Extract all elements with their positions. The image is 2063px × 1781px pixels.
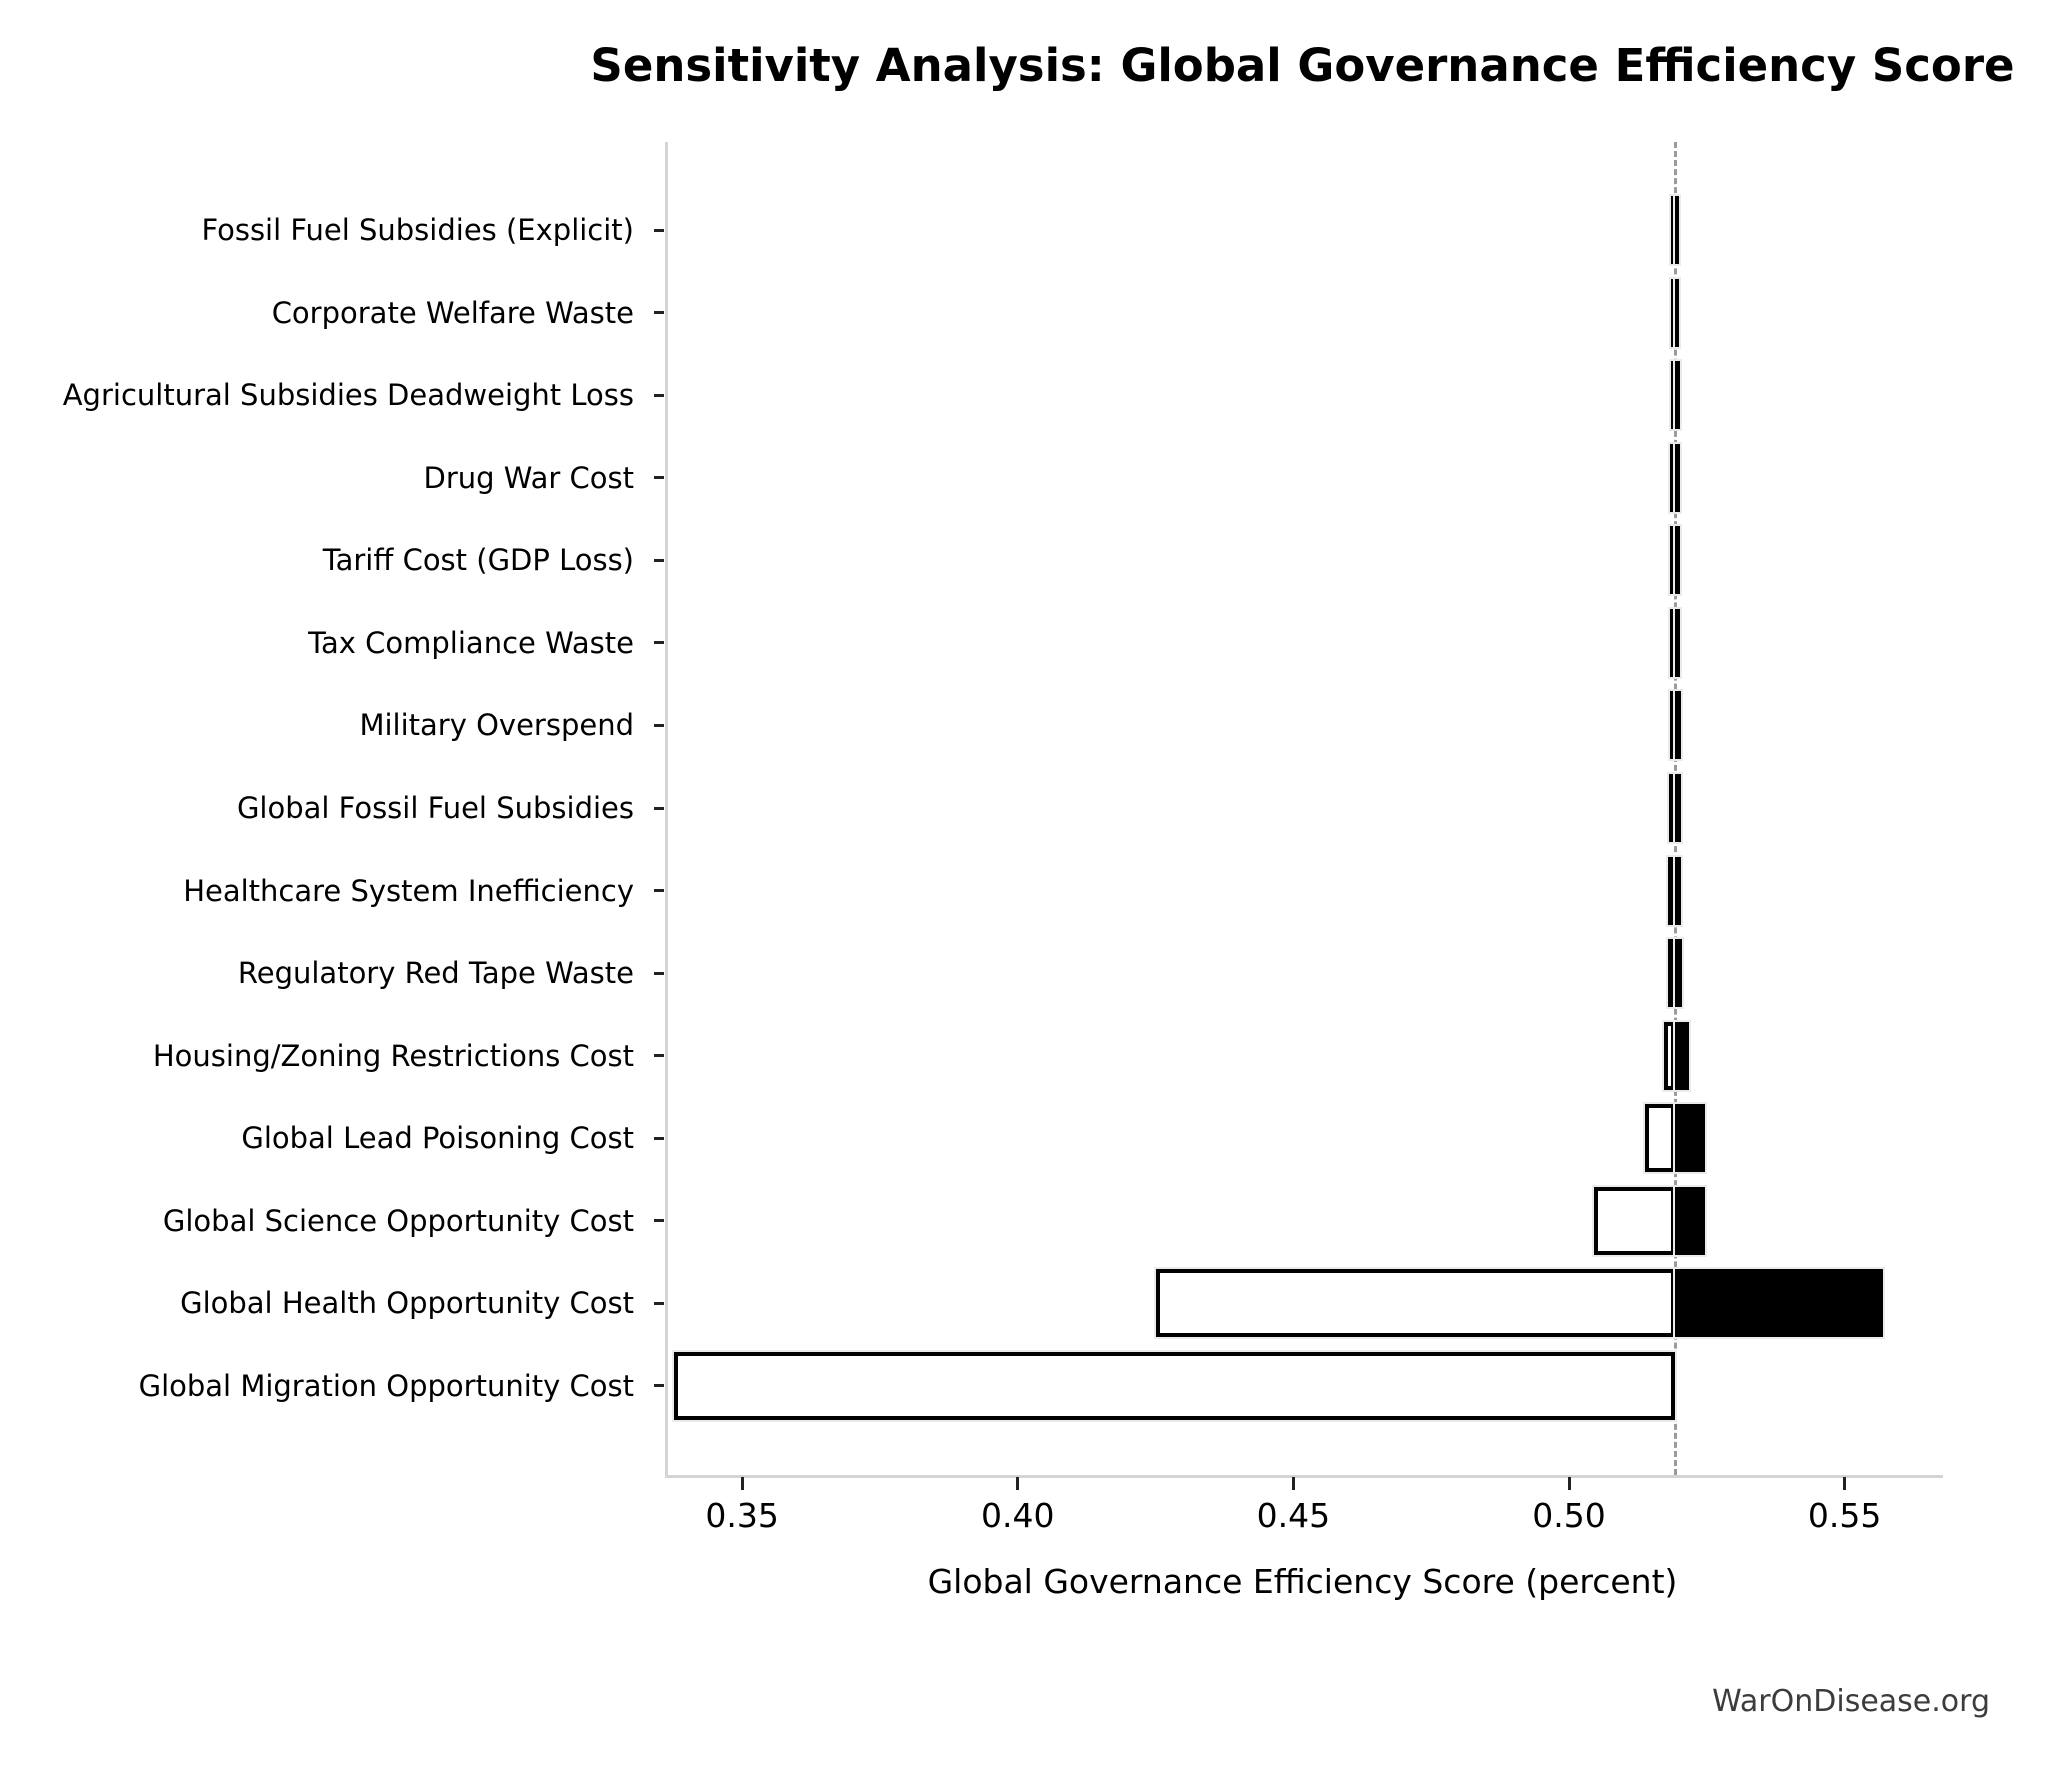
x-tick-label: 0.55	[1807, 1496, 1882, 1535]
y-tick	[654, 476, 664, 479]
high-bar	[1675, 1187, 1705, 1255]
high-bar	[1675, 1022, 1689, 1090]
low-bar	[1664, 1022, 1675, 1090]
high-bar	[1675, 857, 1681, 925]
chart-title: Sensitivity Analysis: Global Governance Efficiency Score	[590, 39, 2015, 92]
category-label: Healthcare System Inefficiency	[183, 873, 634, 908]
category-label: Drug War Cost	[423, 460, 634, 495]
x-axis-title: Global Governance Efficiency Score (percent)	[927, 1562, 1678, 1601]
y-tick	[654, 229, 664, 232]
high-bar	[1675, 691, 1681, 759]
category-label: Global Health Opportunity Cost	[180, 1286, 634, 1321]
category-label: Regulatory Red Tape Waste	[237, 956, 634, 991]
x-tick	[1292, 1477, 1295, 1490]
low-bar	[1645, 1104, 1675, 1172]
category-label: Global Lead Poisoning Cost	[241, 1121, 634, 1156]
y-tick	[654, 889, 664, 892]
y-tick	[654, 559, 664, 562]
category-label: Housing/Zoning Restrictions Cost	[152, 1038, 634, 1073]
y-tick	[654, 311, 664, 314]
high-bar	[1675, 196, 1679, 264]
x-tick-label: 0.45	[1256, 1496, 1331, 1535]
footer-credit: WarOnDisease.org	[1712, 1684, 1990, 1719]
x-tick-label: 0.35	[705, 1496, 779, 1535]
plot-area	[665, 142, 1943, 1478]
high-bar	[1675, 939, 1682, 1007]
y-tick	[654, 1219, 664, 1222]
category-label: Tariff Cost (GDP Loss)	[322, 543, 634, 578]
low-bar	[1594, 1187, 1676, 1255]
y-tick	[654, 1137, 664, 1140]
x-tick	[1843, 1477, 1846, 1490]
y-tick	[654, 1384, 664, 1387]
category-label: Corporate Welfare Waste	[271, 295, 634, 330]
category-label: Military Overspend	[359, 708, 634, 743]
y-tick	[654, 807, 664, 810]
high-bar	[1675, 279, 1679, 347]
high-bar	[1675, 609, 1680, 677]
y-tick	[654, 972, 664, 975]
category-label: Fossil Fuel Subsidies (Explicit)	[201, 213, 634, 248]
y-tick	[654, 1054, 664, 1057]
category-label: Tax Compliance Waste	[308, 625, 634, 660]
high-bar	[1675, 526, 1680, 594]
category-label: Global Science Opportunity Cost	[162, 1203, 634, 1238]
low-bar	[1156, 1269, 1675, 1337]
category-label: Agricultural Subsidies Deadweight Loss	[62, 378, 634, 413]
high-bar	[1675, 361, 1679, 429]
high-bar	[1675, 1104, 1705, 1172]
high-bar	[1675, 774, 1681, 842]
x-tick	[741, 1477, 744, 1490]
category-label: Global Fossil Fuel Subsidies	[236, 791, 634, 825]
y-tick	[654, 641, 664, 644]
high-bar	[1675, 1269, 1883, 1337]
x-tick	[1016, 1477, 1019, 1490]
category-label: Global Migration Opportunity Cost	[138, 1368, 634, 1403]
low-bar	[1668, 857, 1675, 925]
x-tick-label: 0.40	[981, 1496, 1055, 1535]
low-bar	[674, 1352, 1676, 1420]
x-tick	[1568, 1477, 1571, 1490]
high-bar	[1675, 444, 1679, 512]
y-tick	[654, 1302, 664, 1305]
y-tick	[654, 394, 664, 397]
x-tick-label: 0.50	[1532, 1496, 1606, 1535]
y-tick	[654, 724, 664, 727]
low-bar	[1668, 939, 1675, 1007]
